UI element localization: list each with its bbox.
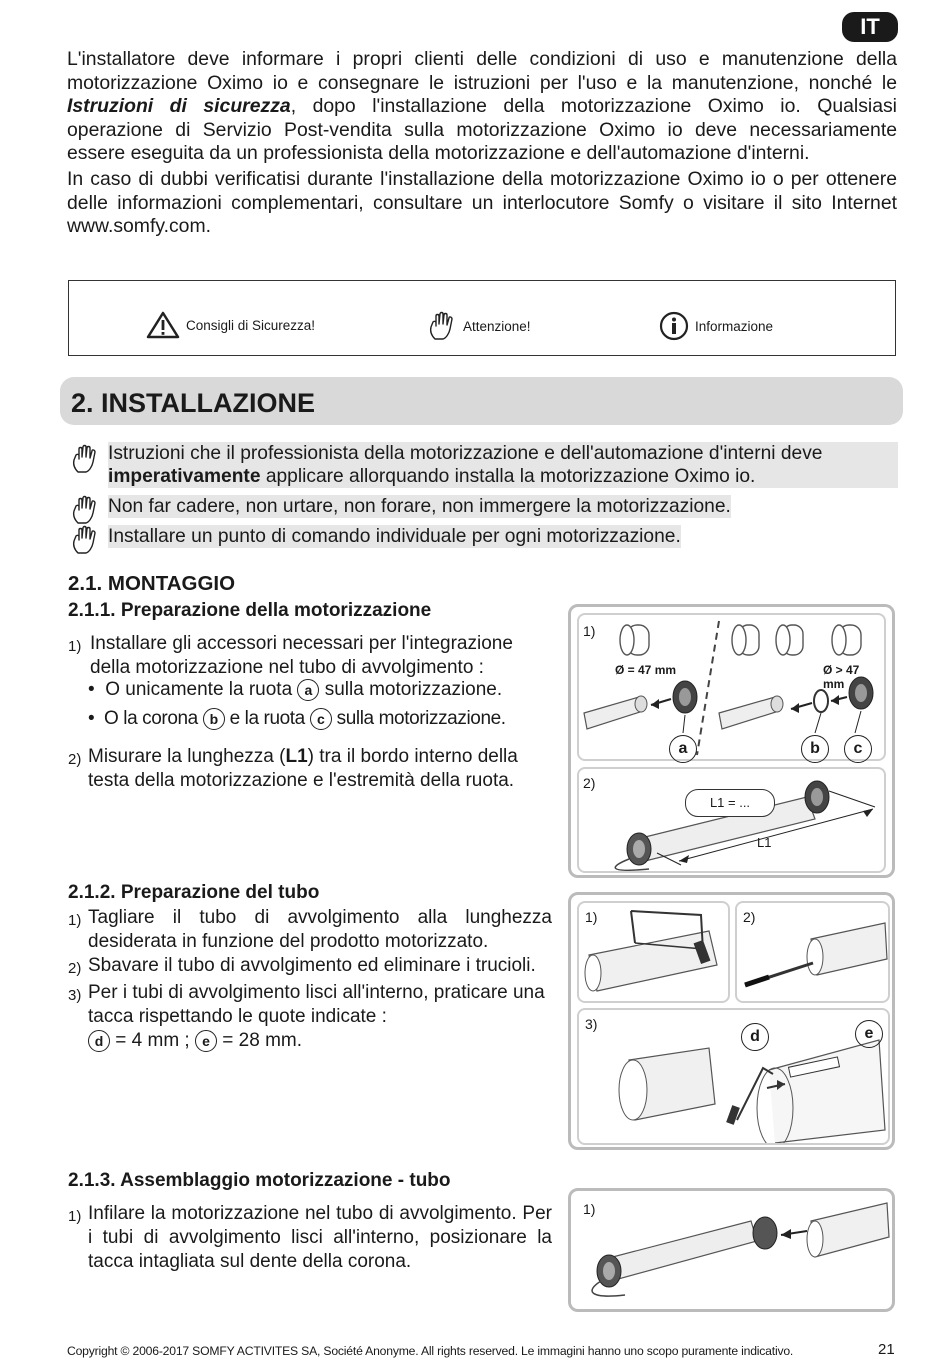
prep-motor-step-1 [68,632,558,680]
step-number: 3) [68,987,82,1004]
section-title: 2. INSTALLAZIONE [71,388,316,418]
figure-panel-cut [577,901,730,1003]
diameter-large-label: Ø > 47 mm [823,663,860,691]
raised-hand-icon [427,311,457,341]
panel-label: 3) [585,1016,598,1032]
prep-tube-title: 2.1.2. Preparazione del tubo [68,882,320,903]
subsection-title: 2.1. MONTAGGIO [68,572,236,595]
warning-triangle-icon [146,311,180,339]
step-text: Sbavare il tubo di avvolgimento ed eliminare i trucioli. [88,955,536,976]
step-text: Misurare la lunghezza ( [88,746,286,767]
bullet-text: sulla motorizzazione. [324,679,503,700]
figure-motor-preparation [568,604,895,878]
symbol-legend [68,280,896,356]
bullet-text: O la corona [104,708,198,729]
legend-safety-label: Consigli di Sicurezza! [186,317,316,333]
figure-panel-deburr [735,901,890,1003]
label-e-marker: e [195,1030,217,1052]
label-b-marker: b [203,708,225,730]
info-icon [659,311,689,341]
legend-attention [427,311,531,341]
motor-length-illustration [579,769,884,871]
label-c-marker: c [844,735,872,763]
step-number: 2) [68,960,82,977]
warning-text-part: applicare allorquando installa la motorizzazione Oximo io. [260,466,756,487]
language-badge: IT [842,12,898,42]
intro-paragraph-1 [67,48,897,166]
warning-text-part: Istruzioni che il professionista della motorizzazione e dell'automazione d'interni deve [108,443,823,464]
l1-value-field: L1 = ... [685,789,775,817]
warning-item-2 [70,495,731,525]
deburring-tube-illustration [737,903,888,1001]
step-text: Per i tubi di avvolgimento lisci all'interno, praticare una tacca rispettando le quote indicate : [88,982,545,1027]
raised-hand-icon [70,525,100,555]
motor-insertion-illustration [571,1191,892,1309]
warning-text-3: Installare un punto di comando individuale per ogni motorizzazione. [108,526,681,547]
bullet-text: O unicamente la ruota [105,679,293,700]
label-a-marker: a [669,735,697,763]
legend-information [659,311,773,341]
warning-text-2: Non far cadere, non urtare, non forare, non immergere la motorizzazione. [108,496,731,517]
step-text: Tagliare il tubo di avvolgimento alla lunghezza desiderata in funzione del prodotto motorizzato. [88,907,552,952]
warning-item-3 [70,525,681,555]
step-number: 2) [68,751,82,768]
assembly-title: 2.1.3. Assemblaggio motorizzazione - tubo [68,1170,451,1191]
l1-dimension-label: L1 [757,835,772,850]
figure-panel-notch [577,1008,890,1145]
intro-paragraph-2: In caso di dubbi verificatisi durante l'installazione della motorizzazione Oximo io o per ottenere delle informazioni complementari, consultare un interlocutore Somfy o visitare il sito Internet www.somfy.com. [67,167,897,238]
panel-label: 1) [583,1201,596,1217]
figure-panel-1 [577,613,886,761]
bullet-crown-and-wheel: • O la corona b e la ruota c sulla motorizzazione. [88,708,506,729]
e-dimension-value: = 28 mm. [222,1030,303,1051]
step-number: 1) [68,638,82,655]
figure-panel-2 [577,767,886,873]
panel-label: 2) [743,909,756,925]
assembly-step-1 [68,1202,552,1274]
legend-safety [146,311,315,339]
diameter-small-label: Ø = 47 mm [615,663,677,677]
panel-label: 1) [583,623,596,639]
figure-tube-preparation [568,892,895,1150]
legend-attention-label: Attenzione! [463,318,531,334]
warning-emphasis: imperativamente [108,466,261,487]
hacksaw-cutting-tube-illustration [579,903,728,1001]
bullet-text: sulla motorizzazione. [336,708,506,729]
step-text: Installare gli accessori necessari per l'integrazione della motorizzazione nel tubo di avvolgimento : [90,633,513,678]
page-number: 21 [878,1341,895,1358]
step-number: 1) [68,1208,82,1225]
panel-label: 2) [583,775,596,791]
bullet-text: e la ruota [229,708,305,729]
tube-notch-illustration [579,1010,888,1143]
intro-text-part: L'installatore deve informare i propri clienti delle condizioni di uso e manutenzione della motorizzazione Oximo io e consegnare le istruzioni per l'uso e la manutenzione, nonché le [67,48,897,94]
prep-motor-title: 2.1.1. Preparazione della motorizzazione [68,600,432,621]
raised-hand-icon [70,444,100,474]
step-text: ) tra il bordo interno della testa della motorizzazione e l'estremità della ruota. [88,746,518,791]
warning-text-1 [108,442,898,488]
panel-label: 1) [585,909,598,925]
label-d-marker: d [741,1023,769,1051]
label-b-marker: b [801,735,829,763]
label-d-marker: d [88,1030,110,1052]
d-dimension-value: = 4 mm ; [115,1030,190,1051]
notch-dimensions [68,1029,552,1053]
copyright-footer: Copyright © 2006-2017 SOMFY ACTIVITES SA, Société Anonyme. All rights reserved. Le immagini hanno uno scopo puramente indicativo. [67,1344,794,1358]
warning-item-1 [70,442,898,488]
label-e-marker: e [855,1020,883,1048]
bullet-wheel-only: • O unicamente la ruota a sulla motorizzazione. [88,679,503,700]
prep-motor-step-2 [68,745,558,793]
intro-text [67,48,897,239]
figure-motor-tube-assembly [568,1188,895,1312]
l1-emphasis: L1 [285,746,308,767]
intro-text-part: , dopo l'installazione della motorizzazione Oximo io. Qualsiasi operazione di Servizio Post-vendita sulla motorizzazione Oximo io deve necessariamente essere eseguita da un professionista della motorizzazione e dell'automazione d'interni. [67,95,897,165]
step-number: 1) [68,912,82,929]
label-c-marker: c [310,708,332,730]
prep-tube-steps [68,906,552,1053]
legend-info-label: Informazione [695,318,774,334]
raised-hand-icon [70,495,100,525]
step-text: Infilare la motorizzazione nel tubo di avvolgimento. Per i tubi di avvolgimento lisci all'interno, posizionare la tacca intagliata sul dente della corona. [88,1203,552,1272]
safety-instructions-emphasis: Istruzioni di sicurezza [67,95,291,118]
label-a-marker: a [297,679,319,701]
